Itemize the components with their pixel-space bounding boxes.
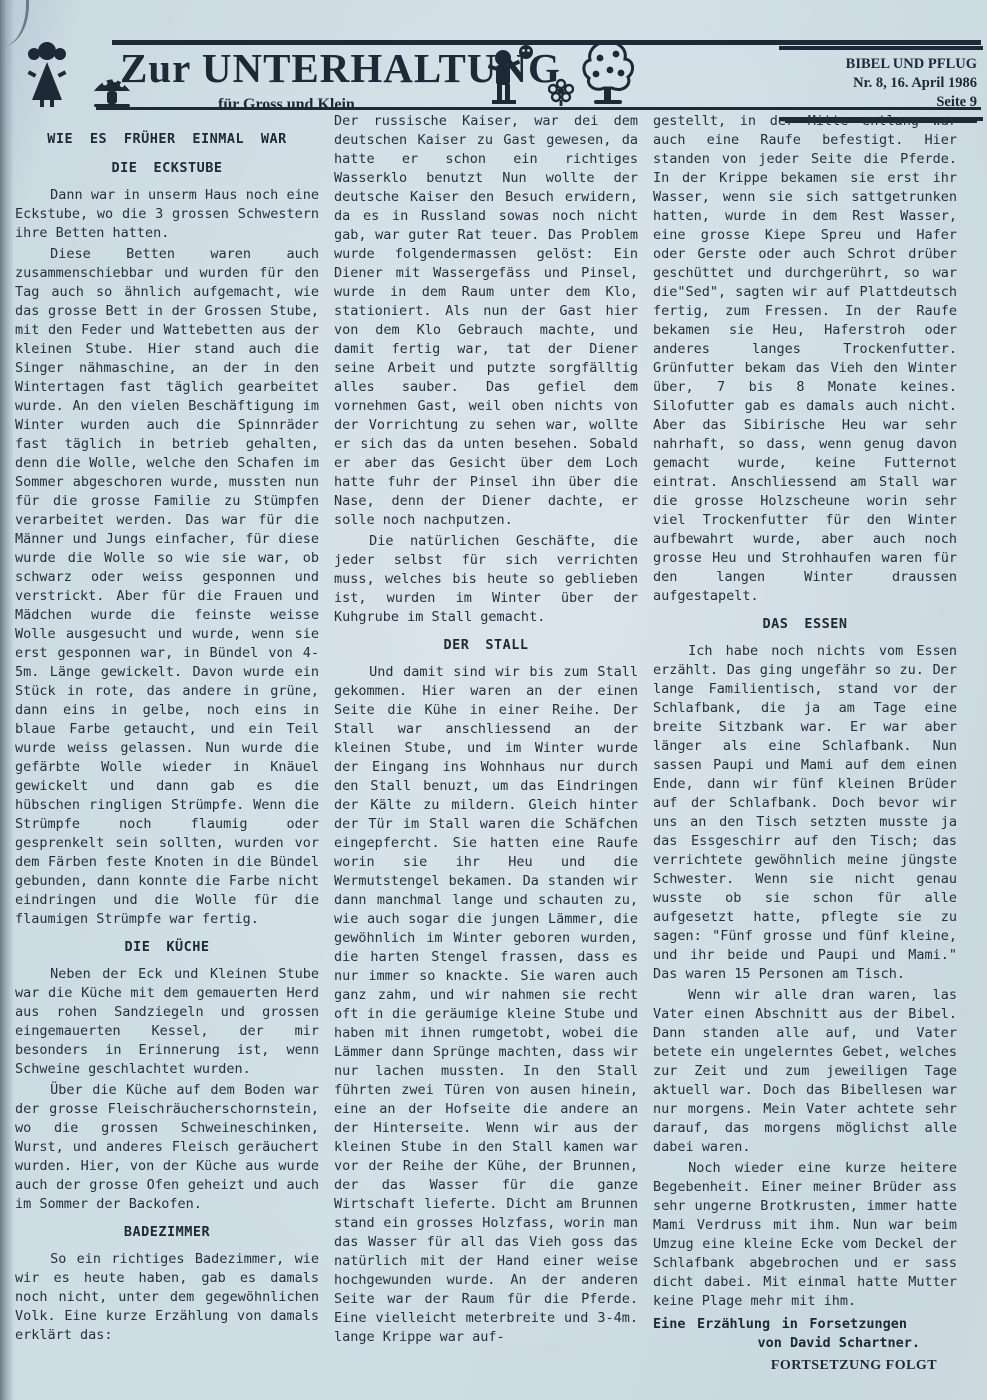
heading-major: WIE ES FRÜHER EINMAL WAR (47, 131, 287, 147)
publication-info-block (779, 46, 983, 121)
paragraph: So ein richtiges Badezimmer, wie wir es heute haben, gab es damals noch nicht, unter dem gegewöhnlichen Volk. Eine kurze Erzählung von damals erklärt das: (15, 1251, 319, 1343)
paragraph: Diese Betten waren auch zusammenschiebbar und wurden für den Tag auch so ähnlich aufgemacht, wie das grosse Bett in der Grossen Stube, mit den Feder und Wattebetten aus der kleinen Stube. Hier stand auch die Singer nähmaschine, an der in den Wintertagen fast täglich gearbeitet wurde. An den vielen Beschäftigung im Winter wurden auch die Spinnräder fast täglich in betrieb gehalten, denn die Wolle, welche den Schafen im Sommer abgeschoren wurde, mussten nun für die grosse Familie zu Stümpfen verarbeitet werden. Das war für die Männer und Jungs einfacher, für diese wurde die Wolle so wie sie war, ob schwarz oder weiss gesponnen und verstrickt. Aber für die Frauen und Mädchen wurde die feinste weisse Wolle ausgesucht und wurde, wenn sie erst gesponnen war, in Bündel von 4-5m. Länge gewickelt. Davon wurde ein Stück in rote, das andere in grüne, dann eins in gelbe, noch eins in blaue Farbe getaucht, und ein Teil wurde weiss gelassen. Nun wurde die gefärbte Wolle wieder in Knäuel gewickelt und dann gab es die hübschen ringligen Strümpfe. Wenn die Strümpfe noch flaumig oder gesprenkelt sein sollten, wurden vor dem Färben feste Knoten in die Bündel gebunden, dann konnte die Farbe nicht eindringen und die Wolle für die flaumigen Strümpfe war fertig. (15, 246, 319, 927)
article-column-2 (334, 112, 638, 1375)
paragraph: Über die Küche auf dem Boden war der grosse Fleischräucherschornstein, wo die grossen Schweineschinken, Wurst, und anderes Fleisch geräuchert wurden. Hier, von der Küche aus wurde auch der grosse Ofen geheizt und auch im Sommer der Backofen. (15, 1082, 319, 1212)
paragraph: Neben der Eck und Kleinen Stube war die Küche mit dem gemauerten Herd aus rohen Sandziegeln und grossen eingemauerten Kessel, der mir besonders in Erinnerung ist, wenn Schweine geschlachtet wurden. (15, 966, 319, 1077)
paragraph: Ich habe noch nichts vom Essen erzählt. Das ging ungefähr so zu. Der lange Familientisch, stand vor der Schlafbank, die ja am Tage eine breite Sitzbank war. Er war aber länger als eine Schlafbank. Nun sassen Paupi und Mami auf dem einen Ende, dann wir fünf kleinen Brüder auf der Schlafbank. Doch bevor wir uns an den Tisch setzten musste ja das Essgeschirr auf den Tisch; das verrichtete gewöhnlich meine jüngste Schwester. Wenn sie nicht genau wusste ob sie schon für alle aufgesetzt hatte, pflegte sie zu sagen: "Fünf grosse und fünf kleine, und ihr beide und Paupi und Mami." Das waren 15 Personen am Tisch. (653, 643, 957, 982)
masthead (0, 34, 987, 114)
article-column-1 (15, 112, 319, 1375)
page-number: Seite 9 (936, 94, 977, 111)
heading: DIE ECKSTUBE (111, 160, 223, 176)
page-spine-shadow (0, 0, 14, 1400)
publication-name: BIBEL UND PFLUG (845, 56, 977, 72)
heading: DAS ESSEN (762, 616, 848, 632)
byline-center: von David Schartner. (757, 1335, 921, 1351)
paragraph: Und damit sind wir bis zum Stall gekommen. Hier waren an der einen Seite die Kühe in einer Reihe. Der Stall war anschliessend an der kleinen Stube, und im Winter wurde der Eingang ins Wohnhaus nur durch den Stall benuzt, um das Eindringen der Kälte zu mildern. Gleich hinter der Tür im Stall waren die Schäfchen eingepfercht. Sie hatten eine Raufe worin sie ihr Heu und die Wermutstengel bekamen. Da standen wir dann manchmal lange und schauten zu, wie auch sogar die jungen Lämmer, die gewöhnlich im Winter geboren wurden, die harten Stengel frassen, dass es nur immer so knackte. Sie waren auch ganz zahm, und wir nahmen sie recht oft in die geräumige kleine Stube und haben mit ihnen rumgetobt, wobei die Lämmer dann Sprünge machten, dass wir nur lachen mussten. In den Stall führten zwei Türen von ausen hinein, eine an der Hofseite die andere an der Hinterseite. Wenn wir aus der kleinen Stube in den Stall kamen war vor der Reihe der Kühe, der Brunnen, der das Wasser für die ganze Wirtschaft lieferte. Dicht am Brunnen stand ein grosses Holzfass, worin man das Wasser für all das Vieh goss das natürlich mit der Hand einer weise hochgewunden wurde. An der anderen Seite war der Raum für die Pferde. Eine vielleicht meterbreite und 3-4m. lange Krippe war auf- (334, 664, 638, 1345)
tree-illustration (580, 40, 636, 106)
byline: Eine Erzählung in Forsetzungen (653, 1316, 907, 1332)
footer-note: FORTSETZUNG FOLGT (770, 1358, 938, 1373)
newspaper-section-subtitle: für Gross und Klein (218, 96, 355, 113)
issue-date: Nr. 8, 16. April 1986 (853, 75, 977, 92)
paragraph: Die natürlichen Geschäfte, die jeder selbst für sich verrichten muss, welches bis heute so geblieben ist, wurden im Winter über der Kuhgrube im Stall gemacht. (334, 533, 638, 625)
paragraph: gestellt, in der Mitte entlang war auch eine Raufe befestigt. Hier standen von jeder Seite die Pferde. In der Krippe bekamen sie erst ihr Wasser, wenn sie sich sattgetrunken hatten, wurde in dem Rest Wasser, eine grosse Kiepe Spreu und Hafer oder Gerste oder auch Schrot drüber geschüttet und durchgerührt, so war die"Sed", sagten wir auf Plattdeutsch fertig, zum Fressen. In der Raufe bekamen sie Heu, Haferstroh oder anderes langes Trockenfutter. Grünfutter bekam das Vieh den Winter über, 7 bis 8 Monate keines. Silofutter gab es damals auch nicht. Aber das Sibirische Heu war sehr nahrhaft, so dass, wenn genug davon gemacht wurde, keine Futternot eintrat. Anschliessend am Stall war die grosse Holzscheune worin sehr viel Trockenfutter für den Winter aufbewahrt wurde, aber auch noch grosse Heu und Strohhaufen waren für den langen Winter draussen aufgestapelt. (653, 113, 957, 604)
heading: DER STALL (443, 637, 529, 653)
article-column-3 (653, 112, 957, 1375)
heading: DIE KÜCHE (124, 939, 210, 955)
paragraph: Wenn wir alle dran waren, las Vater einen Abschnitt aus der Bibel. Dann standen alle auf, und Vater betete ein ungelerntes Gebet, welches zur Zeit und zum jeweiligen Tage aktuell war. Doch das Bibellesen war nur morgens. Mein Vater achtete sehr darauf, das morgens möglichst alle dabei waren. (653, 987, 957, 1155)
paragraph: Der russische Kaiser, war dei dem deutschen Kaiser zu Gast gewesen, da hatte er schon ein richtiges Wasserklo benutzt Nun wollte der deutsche Kaiser den Besuch erwidern, da es in Russland sowas noch nicht gab, war guter Rat teuer. Das Problem wurde folgendermassen gelöst: Ein Diener mit Wassergefäss und Pinsel, wurde in dem Raum unter dem Klo, stationiert. Als nun der Gast hier von dem Klo Gebrauch machte, und damit fertig war, tat der Diener seine Arbeit und putzte sorgfälltig alles sauber. Das gefiel dem vornehmen Gast, weil oben nichts von der Vorrichtung zu sehen war, wollte er sich das da unten besehen. Sobald er aber das Gesicht über dem Loch hatte fuhr der Pinsel ihn über die Nase, denn der Diener dachte, er solle noch nachputzen. (334, 113, 638, 528)
article-body (15, 112, 973, 1375)
paragraph: Noch wieder eine kurze heitere Begebenheit. Einer meiner Brüder ass sehr ungerne Brotkrusten, immer hatte Mami Verdruss mit ihm. Nun war beim Umzug eine kleine Ecke vom Deckel der Schlafbank abgebrochen und er sass dicht dabei. Mit einmal hatte Mutter keine Plage mehr mit ihm. (653, 1160, 957, 1309)
heading: BADEZIMMER (123, 1224, 211, 1240)
newspaper-section-title: Zur UNTERHALTUNG (120, 45, 561, 91)
girl-illustration (18, 38, 76, 108)
paragraph: Dann war in unserm Haus noch eine Eckstube, wo die 3 grossen Schwestern ihre Betten hatten. (15, 187, 319, 241)
